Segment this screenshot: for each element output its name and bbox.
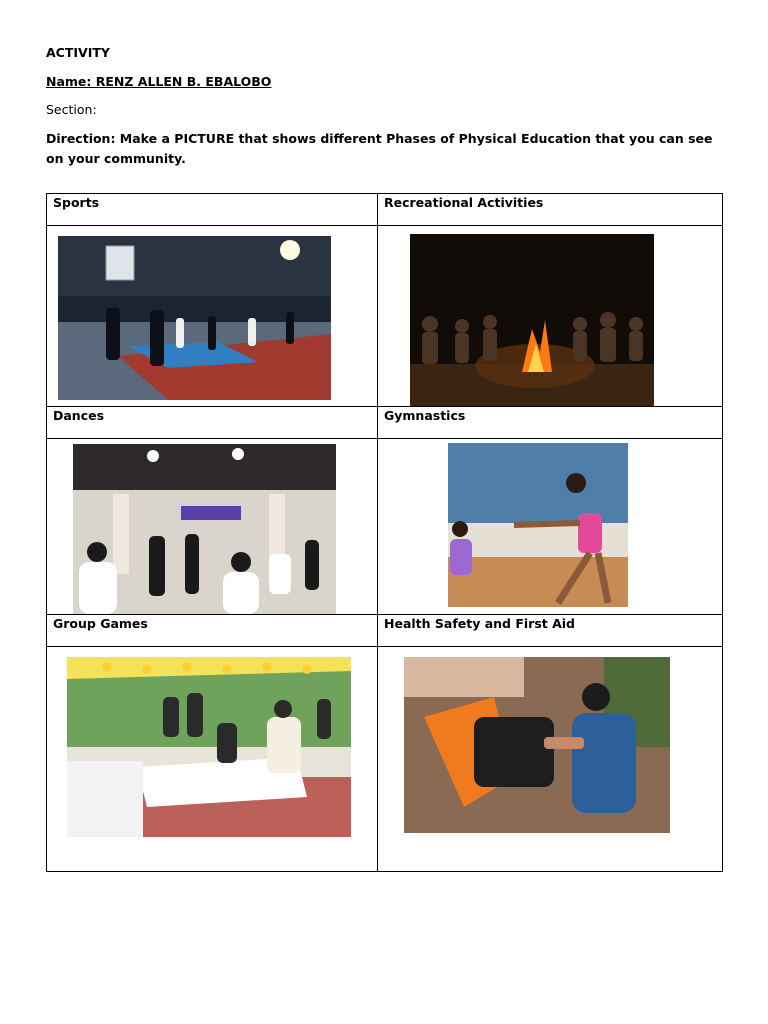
cell-gymnastics	[378, 439, 723, 615]
cell-sports	[47, 226, 378, 407]
cell-label-dances: Dances	[47, 407, 378, 439]
section-label: Section:	[46, 102, 97, 117]
activity-table	[46, 193, 723, 872]
cell-label-sports: Sports	[47, 194, 378, 226]
cell-label-recreational: Recreational Activities	[378, 194, 723, 226]
activity-heading: ACTIVITY	[46, 45, 110, 60]
cell-recreational	[378, 226, 723, 407]
cell-label-group-games: Group Games	[47, 615, 378, 647]
cell-label-first-aid: Health Safety and First Aid	[378, 615, 723, 647]
recreational-photo	[410, 234, 654, 406]
student-name: Name: RENZ ALLEN B. EBALOBO	[46, 74, 272, 89]
dances-photo	[73, 444, 336, 614]
sports-photo	[58, 236, 331, 400]
first-aid-photo	[404, 657, 670, 833]
gymnastics-photo	[448, 443, 628, 607]
group-games-photo	[67, 657, 351, 837]
cell-first-aid	[378, 647, 723, 872]
cell-dances	[47, 439, 378, 615]
direction-text: Direction: Make a PICTURE that shows different Phases of Physical Education that you can see on your community.	[46, 131, 713, 166]
cell-label-gymnastics: Gymnastics	[378, 407, 723, 439]
cell-group-games	[47, 647, 378, 872]
